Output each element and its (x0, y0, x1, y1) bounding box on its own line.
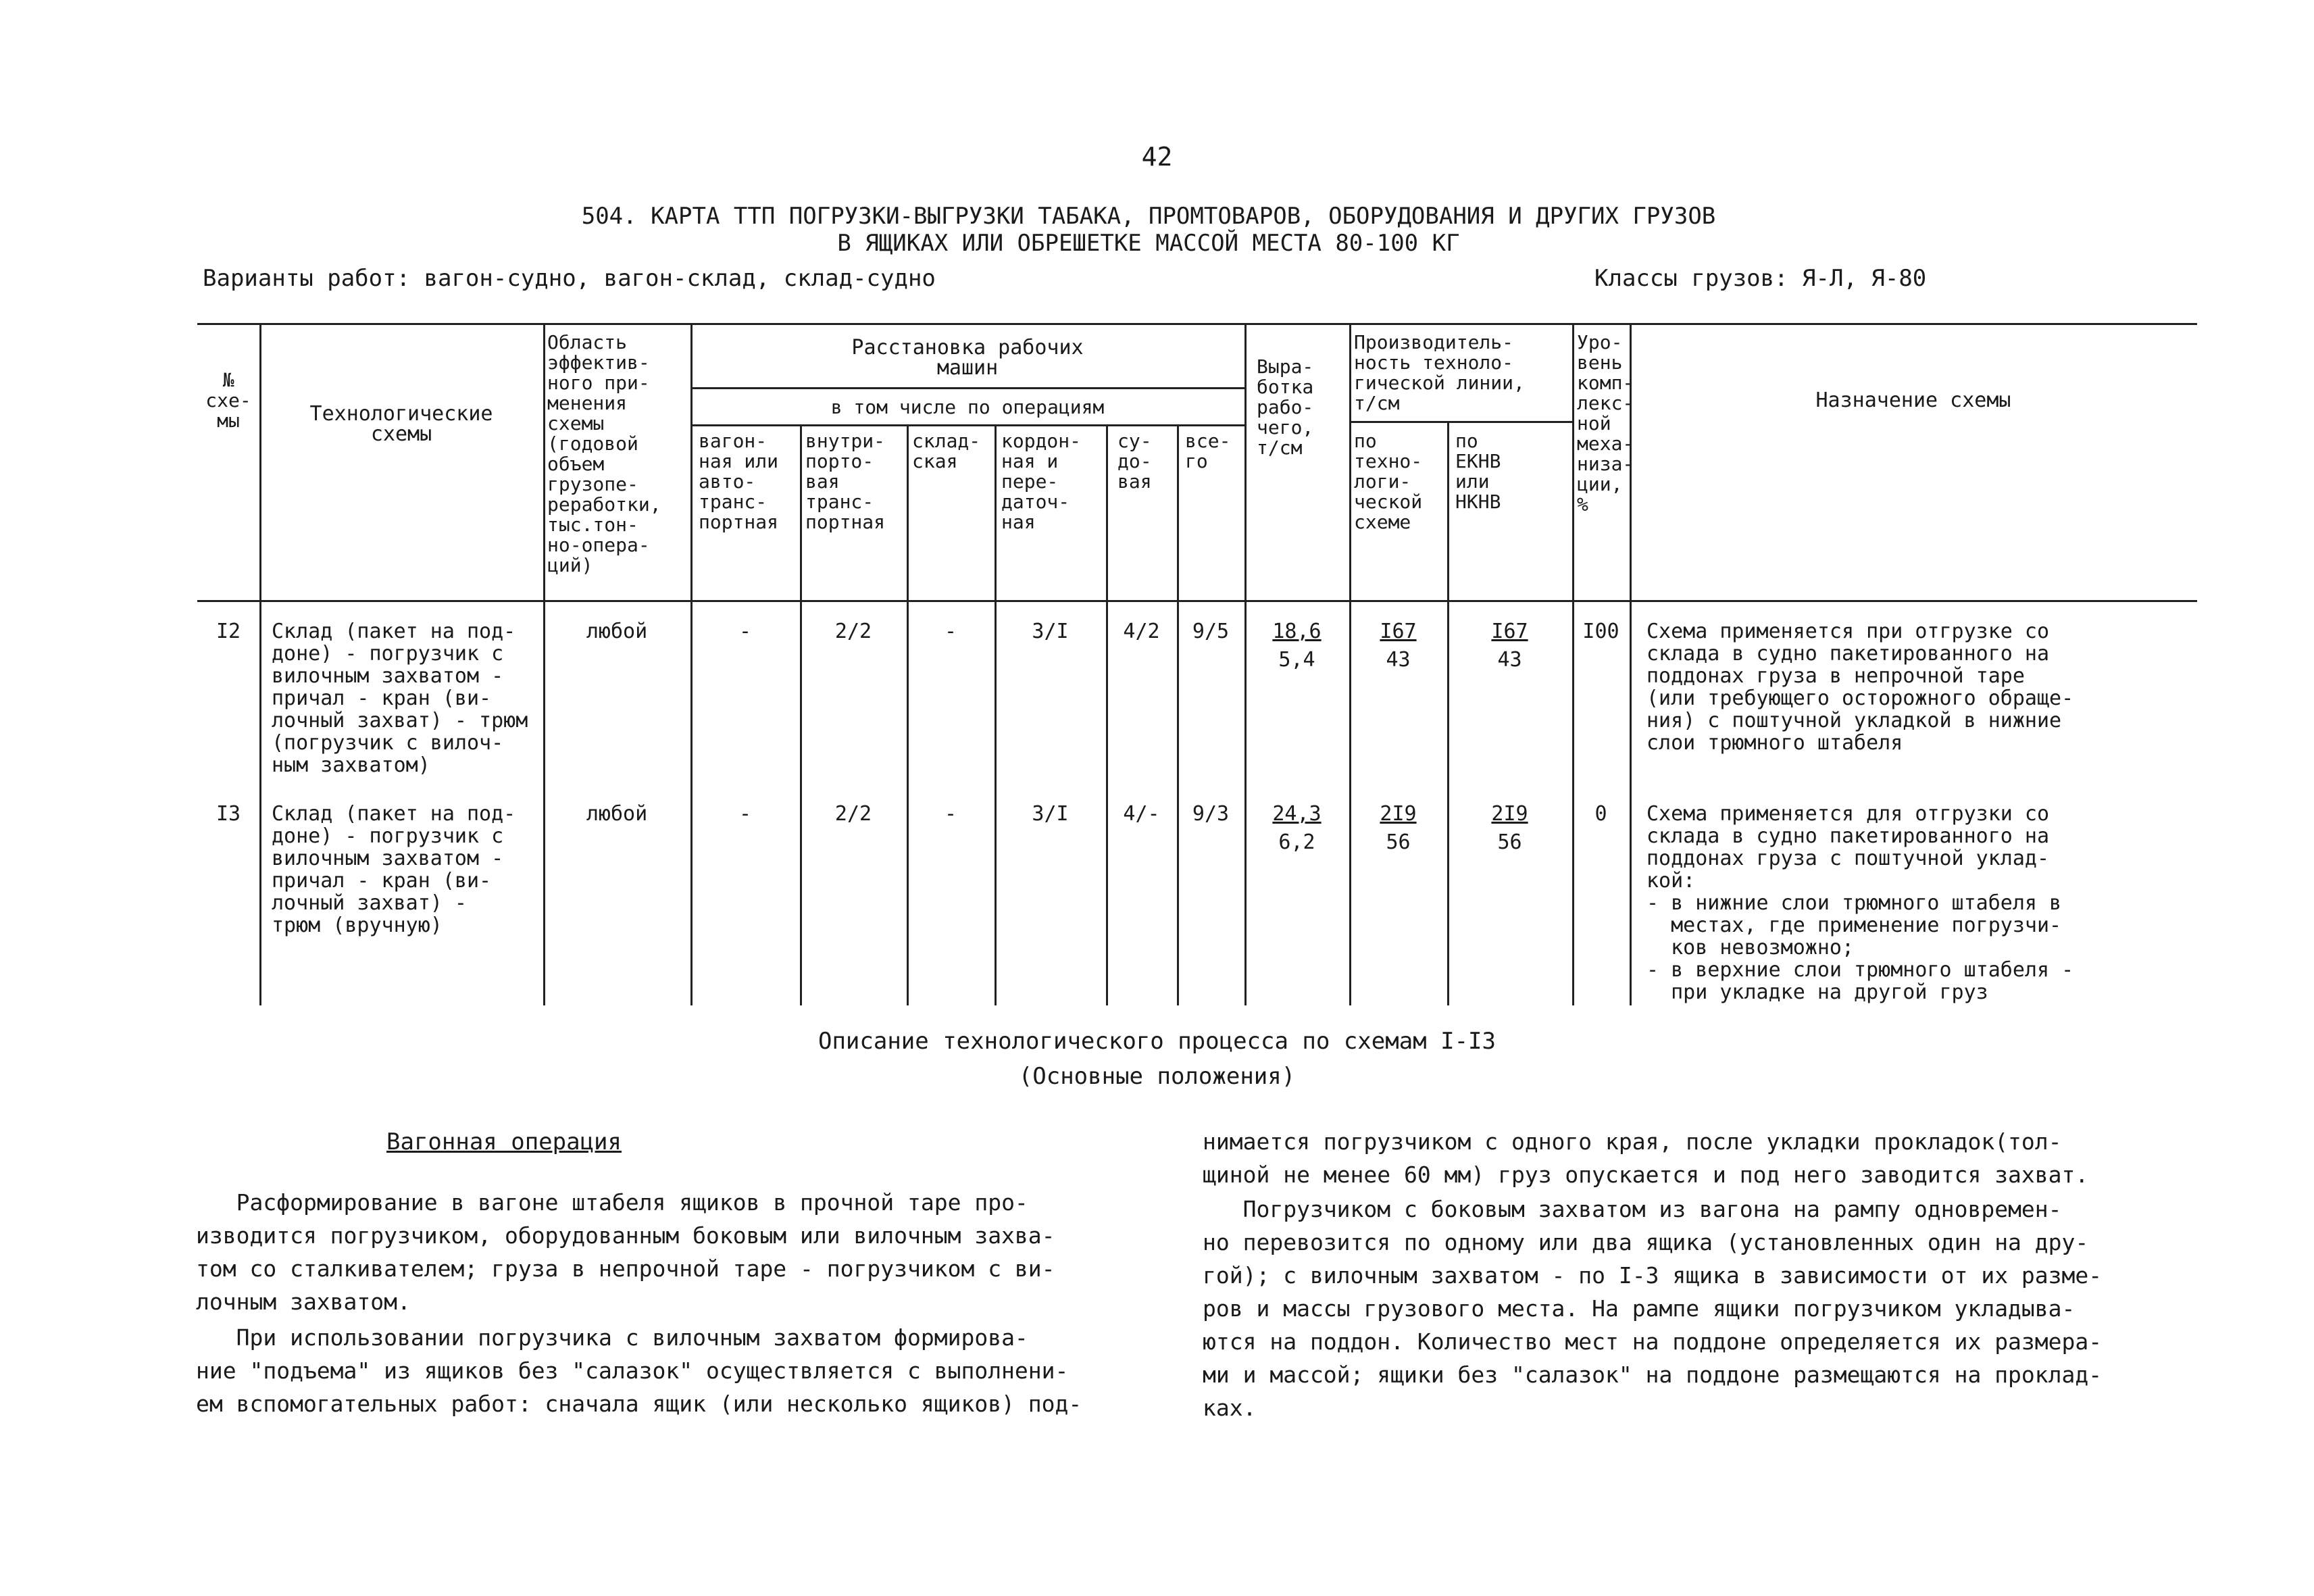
cargo-classes: Классы грузов: Я-Л, Я-80 (1594, 265, 1927, 292)
row-output-top: 18,6 (1272, 620, 1322, 643)
header-output: Выра- ботка рабо- чего, т/см (1257, 355, 1314, 459)
row-num: I3 (216, 802, 241, 826)
operations-sub-rule (690, 424, 1244, 426)
section-title-wagon-operation: Вагонная операция (386, 1128, 622, 1155)
col-rule (1447, 421, 1449, 1005)
row-purpose: Схема применяется при отгрузке со склада в судно пакетированного на поддонах груза в непрочной таре (или требующего осторожного обраще- ния) с поштучной укладкой в нижние слои трюмного штабеля (1646, 620, 2074, 755)
row-cordon: 3/I (1032, 802, 1069, 826)
left-paragraph-1 (196, 1186, 1101, 1318)
col-rule (690, 323, 693, 1005)
row-wagon: - (738, 802, 752, 826)
row-prod-tech-top: 2I9 (1380, 802, 1417, 826)
process-description-title (0, 1024, 2314, 1094)
work-variants: Варианты работ: вагон-судно, вагон-склад, склад-судно (203, 265, 936, 292)
row-num: I2 (216, 620, 241, 643)
row-prod-norm-bottom: 56 (1497, 830, 1522, 854)
left-paragraph-2-text: При использовании погрузчика с вилочным захватом формирова- ние "подъема" из ящиков без "салазок" осуществляется с выполнени- ем вспомогательных работ: сначала ящик (или несколько ящиков) под- (196, 1324, 1082, 1417)
row-prod-norm-top: 2I9 (1491, 802, 1528, 826)
header-ship: су- до- вая (1117, 430, 1152, 493)
left-paragraph-1-text: Расформирование в вагоне штабеля ящиков в прочной таре про- изводится погрузчиком, оборудованным боковым или вилочным захва- том со сталкивателем; груза в непрочной таре - погрузчиком с ви- лочным захватом. (196, 1189, 1055, 1315)
header-placement: Расстановка рабочих машин (851, 336, 1084, 380)
row-warehouse: - (944, 620, 957, 643)
placement-sub-rule (690, 387, 1244, 389)
header-num: № схе- мы (205, 369, 251, 432)
header-area: Область эффектив- ного при- менения схемы (годовой объем грузопе- реработки, тыс.тон- но-опера- ций) (547, 331, 661, 576)
row-prod-tech-top: I67 (1380, 620, 1417, 643)
header-purpose: Назначение схемы (1815, 389, 2011, 412)
row-prod-norm-bottom: 43 (1497, 648, 1522, 672)
technology-table (197, 323, 2197, 1005)
header-warehouse: склад- ская (912, 430, 981, 472)
col-rule (1572, 323, 1574, 1005)
col-rule (995, 424, 997, 1005)
header-productivity: Производитель- ность техноло- гической линии, т/см (1354, 331, 1525, 414)
row-area: любой (586, 620, 648, 643)
col-rule (543, 323, 545, 1005)
title-line-2: В ЯЩИКАХ ИЛИ ОБРЕШЕТКЕ МАССОЙ МЕСТА 80-100 КГ (837, 230, 1460, 257)
header-intra: внутри- порто- вая транс- портная (805, 430, 886, 533)
row-warehouse: - (944, 802, 957, 826)
right-paragraph-1: нимается погрузчиком с одного края, после укладки прокладок(тол- щиной не менее 60 мм) груз опускается и под него заводится захват. (1203, 1128, 2089, 1188)
row-output-bottom: 6,2 (1278, 830, 1315, 854)
header-mech: Уро- вень комп- лекс- ной меха- низа- ции, % (1577, 331, 1634, 516)
row-mech: I00 (1582, 620, 1619, 643)
row-area: любой (586, 802, 648, 826)
header-by-ops: в том числе по операциям (830, 396, 1105, 418)
header-prod-tech: по техно- логи- ческой схеме (1354, 430, 1423, 533)
header-tech: Технологические схемы (309, 402, 493, 446)
row-cordon: 3/I (1032, 620, 1069, 643)
description-line-1: Описание технологического процесса по схемам I-I3 (818, 1028, 1496, 1055)
row-mech: 0 (1594, 802, 1607, 826)
row-total: 9/3 (1192, 802, 1230, 826)
row-ship: 4/2 (1123, 620, 1160, 643)
row-tech: Склад (пакет на под- доне) - погрузчик с вилочным захватом - причал - кран (ви- лочный захват) - трюм (вручную) (272, 802, 516, 937)
row-prod-tech-bottom: 43 (1386, 648, 1411, 672)
header-cordon: кордон- ная и пере- даточ- ная (1001, 430, 1082, 533)
col-rule (1106, 424, 1108, 1005)
header-prod-norm: по ЕКНВ или НКНВ (1455, 430, 1501, 513)
table-top-rule (197, 323, 2197, 325)
document-title (338, 203, 1959, 257)
description-line-2: (Основные положения) (1018, 1063, 1296, 1090)
productivity-sub-rule (1349, 421, 1572, 423)
col-rule (800, 424, 802, 1005)
right-paragraph-2-text: Погрузчиком с боковым захватом из вагона на рампу одновремен- но перевозится по одному или два ящика (установленных один на дру- гой); с вилочным захватом - по I-3 ящика в зависимости от их разме- ров и массы грузового места. На рампе ящики погрузчиком укладыва- ются на поддон. Количество мест на поддоне определяется их размера- ми и массой; ящики без "салазок" на поддоне размещаются на проклад- ках. (1203, 1196, 2103, 1421)
header-total: все- го (1185, 430, 1231, 472)
row-output-top: 24,3 (1272, 802, 1322, 826)
page-number: 42 (1141, 142, 1173, 172)
right-paragraph-2 (1203, 1193, 2148, 1424)
left-paragraph-2 (196, 1321, 1101, 1420)
col-rule (1177, 424, 1179, 1005)
row-intra: 2/2 (834, 620, 872, 643)
header-bottom-rule (197, 600, 2197, 602)
row-tech: Склад (пакет на под- доне) - погрузчик с вилочным захватом - причал - кран (ви- лочный захват) - трюм (погрузчик с вилоч- ным захватом) (272, 620, 528, 777)
row-ship: 4/- (1123, 802, 1160, 826)
row-output-bottom: 5,4 (1278, 648, 1315, 672)
row-wagon: - (738, 620, 752, 643)
title-line-1: 504. КАРТА ТТП ПОГРУЗКИ-ВЫГРУЗКИ ТАБАКА, ПРОМТОВАРОВ, ОБОРУДОВАНИЯ И ДРУГИХ ГРУЗОВ (581, 203, 1716, 230)
row-prod-norm-top: I67 (1491, 620, 1528, 643)
col-rule (907, 424, 909, 1005)
row-prod-tech-bottom: 56 (1386, 830, 1411, 854)
row-total: 9/5 (1192, 620, 1230, 643)
row-intra: 2/2 (834, 802, 872, 826)
row-purpose: Схема применяется для отгрузки со склада в судно пакетированного на поддонах груза с поштучной уклад- кой: - в нижние слои трюмного штабеля в местах, где применение погрузчи- ков невозможно; - в верхние слои трюмного штабеля - при укладке на другой груз (1646, 802, 2074, 1004)
header-wagon: вагон- ная или авто- транс- портная (699, 430, 779, 533)
